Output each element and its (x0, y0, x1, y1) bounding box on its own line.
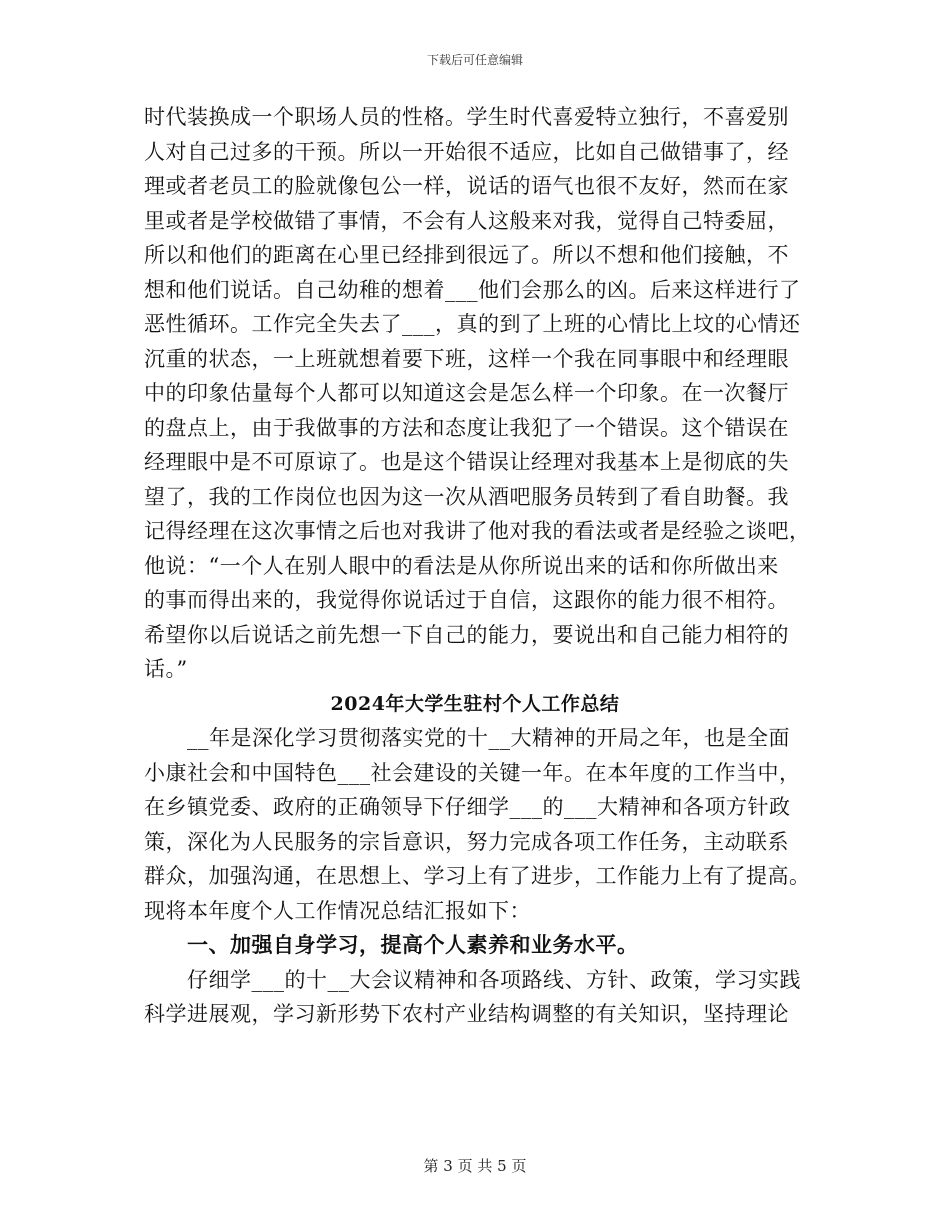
body-line: 科学进展观，学习新形势下农村产业结构调整的有关知识，坚持理论 (144, 1002, 789, 1026)
body-line: 他说：“一个人在别人眼中的看法是从你所说出来的话和你所做出来 (144, 553, 779, 578)
body-line: 所以和他们的距离在心里已经排到很远了。所以不想和他们接触，不 (144, 243, 789, 267)
body-line: 现将本年度个人工作情况总结汇报如下： (144, 898, 531, 923)
body-line: 小康社会和中国特色___社会建设的关键一年。在本年度的工作当中， (144, 760, 801, 785)
body-line: 话。” (144, 657, 188, 681)
body-line: 时代装换成一个职场人员的性格。学生时代喜爱特立独行，不喜爱别 (144, 105, 789, 129)
body-line: 沉重的状态，一上班就想着要下班，这样一个我在同事眼中和经理眼 (144, 346, 789, 371)
section-title: 2024年大学生驻村个人工作总结 (330, 692, 620, 715)
subheading: 一、加强自身学习，提高个人素养和业务水平。 (144, 932, 639, 957)
document-body (144, 100, 811, 1032)
body-line: 中的印象估量每个人都可以知道这会是怎么样一个印象。在一次餐厅 (144, 381, 789, 405)
body-line: 恶性循环。工作完全失去了___，真的到了上班的心情比上坟的心情还 (144, 312, 801, 336)
body-line: 群众，加强沟通，在思想上、学习上有了进步，工作能力上有了提高。 (144, 864, 811, 888)
body-line: 里或者是学校做错了事情，不会有人这般来对我，觉得自己特委屈， (144, 208, 789, 233)
body-line: 仔细学___的十__大会议精神和各项路线、方针、政策，学习实践 (144, 967, 801, 992)
body-line: 的事而得出来的，我觉得你说话过于自信，这跟你的能力很不相符。 (144, 588, 789, 612)
body-line: 理或者老员工的脸就像包公一样，说话的语气也很不友好，然而在家 (144, 174, 789, 198)
body-line: 策，深化为人民服务的宗旨意识，努力完成各项工作任务，主动联系 (144, 829, 789, 854)
body-line: 记得经理在这次事情之后也对我讲了他对我的看法或者是经验之谈吧， (144, 519, 811, 543)
body-line: 望了，我的工作岗位也因为这一次从酒吧服务员转到了看自助餐。我 (144, 484, 789, 509)
body-line: __年是深化学习贯彻落实党的十__大精神的开局之年，也是全面 (144, 726, 790, 750)
body-line: 希望你以后说话之前先想一下自己的能力，要说出和自己能力相符的 (144, 622, 789, 647)
page-header: 下载后可任意编辑 (426, 53, 523, 67)
page-footer: 第 3 页 共 5 页 (423, 1157, 527, 1175)
body-line: 人对自己过多的干预。所以一开始很不适应，比如自己做错事了，经 (144, 139, 789, 164)
body-line: 想和他们说话。自己幼稚的想着___他们会那么的凶。后来这样进行了 (144, 277, 801, 302)
body-line: 的盘点上，由于我做事的方法和态度让我犯了一个错误。这个错误在 (144, 415, 789, 440)
body-line: 在乡镇党委、政府的正确领导下仔细学___的___大精神和各项方针政 (144, 795, 791, 819)
body-line: 经理眼中是不可原谅了。也是这个错误让经理对我基本上是彻底的失 (144, 450, 789, 474)
